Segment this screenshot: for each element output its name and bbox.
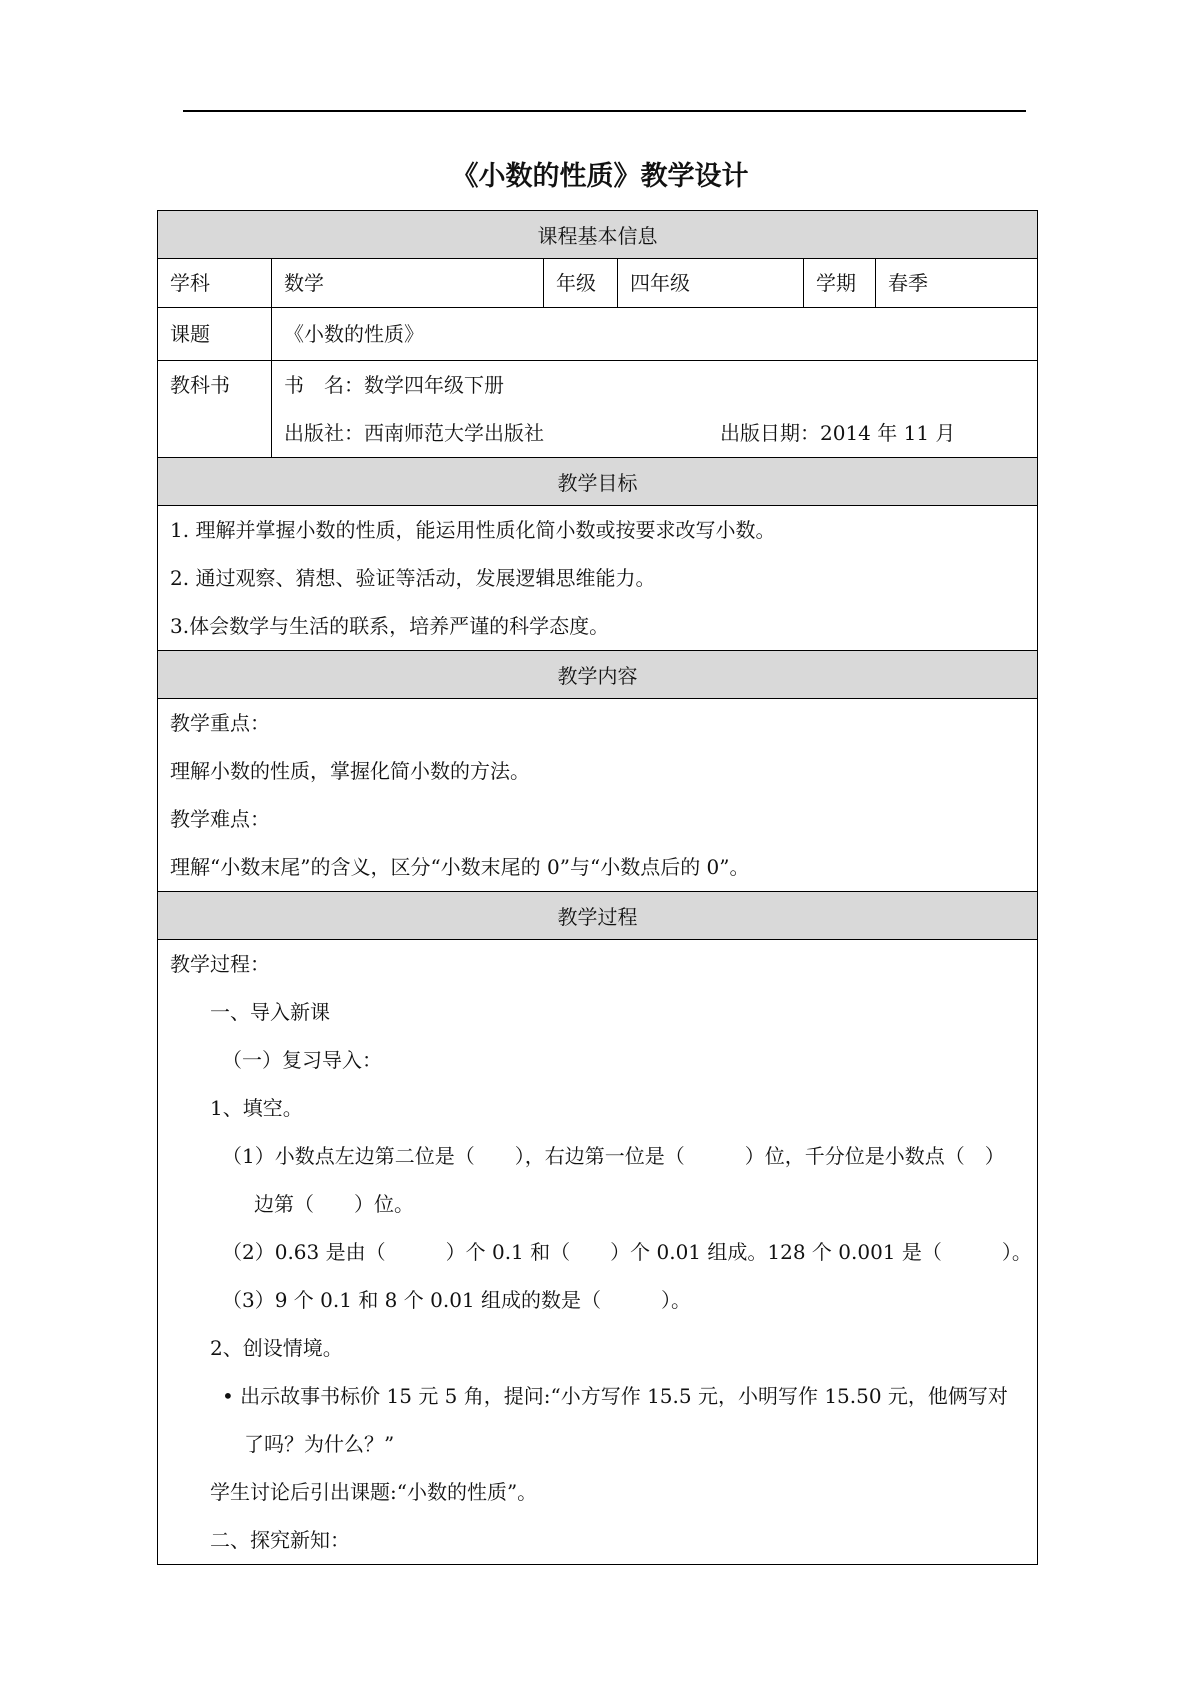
grade-label: 年级 <box>544 259 618 308</box>
objectives-body <box>158 506 1038 651</box>
discussion-text: 学生讨论后引出课题:“小数的性质”。 <box>210 1480 538 1504</box>
section-header-content: 教学内容 <box>158 651 1038 699</box>
textbook-info <box>272 361 1038 458</box>
subject-value: 数学 <box>272 259 544 308</box>
textbook-publisher-row <box>284 409 1025 457</box>
process-body <box>158 940 1038 1565</box>
subject-row <box>158 259 1038 308</box>
key-point-text: 理解小数的性质，掌握化简小数的方法。 <box>170 759 530 783</box>
process-label: 教学过程： <box>170 952 270 976</box>
content-header-row <box>158 651 1038 699</box>
process-row <box>158 940 1038 1565</box>
term-label: 学期 <box>804 259 876 308</box>
objectives-row <box>158 506 1038 651</box>
objective-item: 3.体会数学与生活的联系，培养严谨的科学态度。 <box>170 614 610 638</box>
key-point-label: 教学重点： <box>170 711 270 735</box>
content-body <box>158 699 1038 892</box>
scenario-heading: 2、创设情境。 <box>210 1336 343 1360</box>
textbook-row <box>158 361 1038 458</box>
textbook-date: 出版日期：2014 年 11 月 <box>720 421 956 445</box>
difficulty-label: 教学难点： <box>170 807 270 831</box>
topic-value: 《小数的性质》 <box>272 308 1038 361</box>
topic-label: 课题 <box>158 308 272 361</box>
basic-info-header-row <box>158 211 1038 259</box>
textbook-name: 书 名：数学四年级下册 <box>284 373 504 397</box>
grade-value: 四年级 <box>618 259 804 308</box>
textbook-label <box>158 361 272 458</box>
difficulty-text: 理解“小数末尾”的含义，区分“小数末尾的 0”与“小数点后的 0”。 <box>170 855 750 879</box>
question-1-line-2: 边第（ ）位。 <box>254 1192 414 1216</box>
section-two-heading: 二、探究新知： <box>210 1528 350 1552</box>
term-value: 春季 <box>876 259 1038 308</box>
subject-label: 学科 <box>158 259 272 308</box>
review-intro-heading: （一）复习导入： <box>222 1048 382 1072</box>
document-title: 《小数的性质》教学设计 <box>451 161 749 192</box>
content-row <box>158 699 1038 892</box>
process-header-row <box>158 892 1038 940</box>
scenario-bullet-line-2: 了吗？为什么？” <box>244 1432 395 1456</box>
topic-row <box>158 308 1038 361</box>
section-header-basic-info: 课程基本信息 <box>158 211 1038 259</box>
scenario-bullet-line-1: • 出示故事书标价 15 元 5 角，提问:“小方写作 15.5 元，小明写作 15.50 元，他俩写对 <box>222 1384 1008 1408</box>
fill-blank-heading: 1、填空。 <box>210 1096 303 1120</box>
textbook-publisher: 出版社：西南师范大学出版社 <box>284 421 544 445</box>
objective-item: 1. 理解并掌握小数的性质，能运用性质化简小数或按要求改写小数。 <box>170 518 776 542</box>
objectives-header-row <box>158 458 1038 506</box>
question-2: （2）0.63 是由（ ）个 0.1 和（ ）个 0.01 组成。128 个 0.001 是（ ）。 <box>222 1240 1032 1264</box>
section-one-heading: 一、导入新课 <box>210 1000 330 1024</box>
question-1-line-1: （1）小数点左边第二位是（ ），右边第一位是（ ）位，千分位是小数点（ ） <box>222 1144 1005 1168</box>
header-rule <box>183 110 1026 112</box>
section-header-process: 教学过程 <box>158 892 1038 940</box>
objective-item: 2. 通过观察、猜想、验证等活动，发展逻辑思维能力。 <box>170 566 656 590</box>
lesson-plan-table <box>157 210 1038 1565</box>
section-header-objectives: 教学目标 <box>158 458 1038 506</box>
question-3: （3）9 个 0.1 和 8 个 0.01 组成的数是（ ）。 <box>222 1288 692 1312</box>
textbook-label-text: 教科书 <box>170 373 230 397</box>
